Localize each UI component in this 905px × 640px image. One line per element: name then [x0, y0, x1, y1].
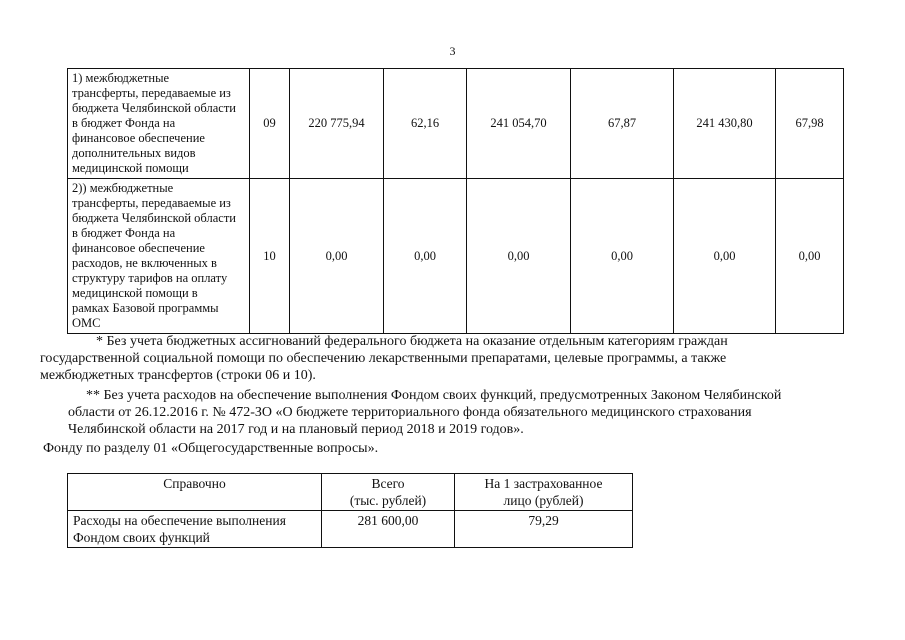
row-label: [68, 69, 250, 179]
row-label: [68, 179, 250, 334]
table-cell: 67,98: [776, 69, 844, 179]
row-code: 10: [250, 179, 290, 334]
table-row: [68, 179, 844, 334]
table-row: [68, 69, 844, 179]
table-cell: 79,29: [455, 511, 633, 548]
table-cell: 0,00: [384, 179, 467, 334]
row-label-line: в бюджет Фонда на: [72, 226, 176, 240]
reference-table: [67, 473, 633, 548]
footnote-2-line-2: области от 26.12.2016 г. № 472-ЗО «О бюджете территориального фонда обязательного медицинского страхования: [68, 405, 752, 420]
table-cell: 220 775,94: [290, 69, 384, 179]
row-label-line: 2)) межбюджетные: [72, 181, 174, 195]
table-cell: 62,16: [384, 69, 467, 179]
table-cell: 0,00: [674, 179, 776, 334]
table-cell: 67,87: [571, 69, 674, 179]
table-cell: 241 054,70: [467, 69, 571, 179]
footnote-1-line-1: * Без учета бюджетных ассигнований федерального бюджета на оказание отдельным категориям граждан: [96, 334, 728, 349]
column-header: На 1 застрахованное лицо (рублей): [455, 474, 633, 511]
row-label: Расходы на обеспечение выполнения Фондом своих функций: [68, 511, 322, 548]
row-label-line: медицинской помощи в: [72, 286, 198, 300]
footnote-2-line-3: Челябинской области на 2017 год и на плановый период 2018 и 2019 годов».: [68, 422, 524, 437]
footnote-3-line-1: Фонду по разделу 01 «Общегосударственные вопросы».: [43, 441, 379, 456]
row-label-line: в бюджет Фонда на: [72, 116, 176, 130]
row-label-line: медицинской помощи: [72, 161, 189, 175]
row-label-line: бюджета Челябинской области: [72, 101, 236, 115]
footnote-1-line-3: межбюджетных трансфертов (строки 06 и 10).: [40, 368, 316, 383]
row-label-line: 1) межбюджетные: [72, 71, 170, 85]
row-label-line: финансовое обеспечение: [72, 241, 205, 255]
footnote-1-line-2: государственной социальной помощи по обеспечению лекарственными препаратами, целевые программы, а также: [40, 351, 727, 366]
row-label-line: дополнительных видов: [72, 146, 196, 160]
column-header: Справочно: [68, 474, 322, 511]
table-cell: 281 600,00: [322, 511, 455, 548]
table-cell: 0,00: [776, 179, 844, 334]
table-cell: 0,00: [467, 179, 571, 334]
footnote-2-line-1: ** Без учета расходов на обеспечение выполнения Фондом своих функций, предусмотренных Законом Челябинской: [86, 388, 782, 403]
table-cell: 0,00: [290, 179, 384, 334]
row-code: 09: [250, 69, 290, 179]
row-label-line: трансферты, передаваемые из: [72, 196, 231, 210]
row-label-line: финансовое обеспечение: [72, 131, 205, 145]
row-label-line: структуру тарифов на оплату: [72, 271, 228, 285]
row-label-line: рамках Базовой программы: [72, 301, 219, 315]
row-label-line: расходов, не включенных в: [72, 256, 217, 270]
page-number: 3: [449, 44, 456, 58]
budget-table: [67, 68, 844, 334]
row-label-line: ОМС: [72, 316, 101, 330]
column-header: Всего (тыс. рублей): [322, 474, 455, 511]
table-cell: 0,00: [571, 179, 674, 334]
table-row: [68, 511, 633, 548]
table-header-row: [68, 474, 633, 511]
row-label-line: бюджета Челябинской области: [72, 211, 236, 225]
table-cell: 241 430,80: [674, 69, 776, 179]
row-label-line: трансферты, передаваемые из: [72, 86, 231, 100]
